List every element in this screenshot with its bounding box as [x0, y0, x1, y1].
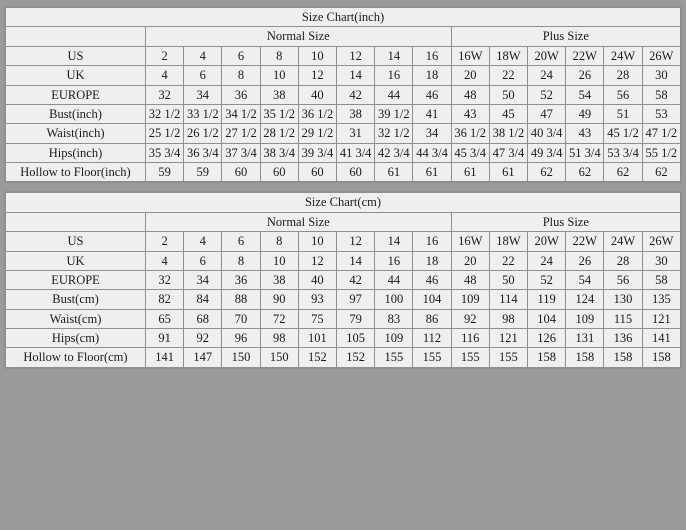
- chart-title: Size Chart(inch): [6, 8, 681, 27]
- cell: 38 1/2: [489, 124, 527, 143]
- cell: 49: [566, 104, 604, 123]
- cell: 2: [146, 232, 184, 251]
- cell: 62: [604, 163, 642, 182]
- cell: 124: [566, 290, 604, 309]
- cell: 8: [222, 66, 260, 85]
- cell: 70: [222, 309, 260, 328]
- table-row: [6, 66, 681, 85]
- cell: 47 3/4: [489, 143, 527, 162]
- cell: 45: [489, 104, 527, 123]
- cell: 59: [184, 163, 222, 182]
- cell: 34: [184, 85, 222, 104]
- cell: 10: [298, 46, 336, 65]
- cell: 26 1/2: [184, 124, 222, 143]
- row-label-us: US: [6, 46, 146, 65]
- cell: 82: [146, 290, 184, 309]
- row-label-hollow-to-floor: Hollow to Floor(inch): [6, 163, 146, 182]
- cell: 33 1/2: [184, 104, 222, 123]
- cell: 141: [146, 348, 184, 367]
- cell: 109: [375, 329, 413, 348]
- cell: 152: [337, 348, 375, 367]
- cell: 38: [337, 104, 375, 123]
- cell: 61: [489, 163, 527, 182]
- cell: 44: [375, 85, 413, 104]
- cell: 24: [528, 251, 566, 270]
- row-label-uk: UK: [6, 66, 146, 85]
- cell: 53: [642, 104, 680, 123]
- cell: 51: [604, 104, 642, 123]
- cell: 37 3/4: [222, 143, 260, 162]
- cell: 8: [222, 251, 260, 270]
- cell: 72: [260, 309, 298, 328]
- cell: 28: [604, 66, 642, 85]
- cell: 6: [184, 66, 222, 85]
- cell: 36 1/2: [451, 124, 489, 143]
- cell: 62: [642, 163, 680, 182]
- cell: 88: [222, 290, 260, 309]
- cell: 58: [642, 85, 680, 104]
- row-label-us: US: [6, 232, 146, 251]
- cell: 150: [260, 348, 298, 367]
- cell: 12: [298, 66, 336, 85]
- cell: 16W: [451, 46, 489, 65]
- cell: 91: [146, 329, 184, 348]
- cell: 84: [184, 290, 222, 309]
- table-row: [6, 251, 681, 270]
- cell: 4: [146, 251, 184, 270]
- cell: 68: [184, 309, 222, 328]
- cell: 155: [451, 348, 489, 367]
- cell: 105: [337, 329, 375, 348]
- cell: 83: [375, 309, 413, 328]
- cell: 6: [184, 251, 222, 270]
- table-row: [6, 309, 681, 328]
- row-label-bust: Bust(inch): [6, 104, 146, 123]
- cell: 109: [451, 290, 489, 309]
- cell: 36 1/2: [298, 104, 336, 123]
- cell: 135: [642, 290, 680, 309]
- cell: 14: [337, 66, 375, 85]
- cell: 28: [604, 251, 642, 270]
- cell: 56: [604, 270, 642, 289]
- cell: 38: [260, 270, 298, 289]
- cell: 16: [413, 46, 451, 65]
- cell: 40: [298, 270, 336, 289]
- row-label-uk: UK: [6, 251, 146, 270]
- cell: 62: [528, 163, 566, 182]
- cell: 38 3/4: [260, 143, 298, 162]
- cell: 92: [184, 329, 222, 348]
- cell: 22W: [566, 46, 604, 65]
- cell: 54: [566, 270, 604, 289]
- cell: 4: [184, 232, 222, 251]
- cell: 41 3/4: [337, 143, 375, 162]
- cell: 59: [146, 163, 184, 182]
- cell: 141: [642, 329, 680, 348]
- cell: 24W: [604, 232, 642, 251]
- cell: 58: [642, 270, 680, 289]
- cell: 22: [489, 251, 527, 270]
- cell: 20: [451, 66, 489, 85]
- row-label-bust: Bust(cm): [6, 290, 146, 309]
- cell: 61: [451, 163, 489, 182]
- cell: 25 1/2: [146, 124, 184, 143]
- cell: 34 1/2: [222, 104, 260, 123]
- cell: 26: [566, 66, 604, 85]
- cell: 30: [642, 251, 680, 270]
- cell: 26W: [642, 232, 680, 251]
- row-label-europe: EUROPE: [6, 270, 146, 289]
- cell: 14: [337, 251, 375, 270]
- cell: 35 1/2: [260, 104, 298, 123]
- cell: 18W: [489, 46, 527, 65]
- cell: 32 1/2: [146, 104, 184, 123]
- cell: 50: [489, 270, 527, 289]
- cell: 55 1/2: [642, 143, 680, 162]
- cell: 29 1/2: [298, 124, 336, 143]
- cell: 116: [451, 329, 489, 348]
- cell: 75: [298, 309, 336, 328]
- cell: 119: [528, 290, 566, 309]
- cell: 155: [375, 348, 413, 367]
- cell: 104: [413, 290, 451, 309]
- cell: 46: [413, 85, 451, 104]
- row-label-waist: Waist(inch): [6, 124, 146, 143]
- cell: 45 1/2: [604, 124, 642, 143]
- cell: 62: [566, 163, 604, 182]
- cell: 52: [528, 270, 566, 289]
- table-row: [6, 124, 681, 143]
- cell: 43: [566, 124, 604, 143]
- cell: 86: [413, 309, 451, 328]
- cell: 26: [566, 251, 604, 270]
- cell: 4: [184, 46, 222, 65]
- row-label-hollow-to-floor: Hollow to Floor(cm): [6, 348, 146, 367]
- corner-cell: [6, 212, 146, 231]
- cell: 14: [375, 46, 413, 65]
- cell: 8: [260, 46, 298, 65]
- cell: 158: [566, 348, 604, 367]
- cell: 18W: [489, 232, 527, 251]
- cell: 93: [298, 290, 336, 309]
- cell: 10: [260, 251, 298, 270]
- table-row: [6, 163, 681, 182]
- cell: 44: [375, 270, 413, 289]
- table-row: [6, 232, 681, 251]
- cell: 10: [260, 66, 298, 85]
- cell: 155: [413, 348, 451, 367]
- cell: 4: [146, 66, 184, 85]
- cell: 16: [375, 66, 413, 85]
- cell: 48: [451, 85, 489, 104]
- cell: 150: [222, 348, 260, 367]
- cell: 36: [222, 270, 260, 289]
- table-row: [6, 104, 681, 123]
- cell: 158: [642, 348, 680, 367]
- chart-title-row: [6, 8, 681, 27]
- cell: 38: [260, 85, 298, 104]
- cell: 32: [146, 270, 184, 289]
- cell: 24W: [604, 46, 642, 65]
- cell: 158: [604, 348, 642, 367]
- cell: 12: [337, 46, 375, 65]
- cell: 20W: [528, 46, 566, 65]
- cell: 42: [337, 270, 375, 289]
- table-row: [6, 143, 681, 162]
- cell: 65: [146, 309, 184, 328]
- cell: 27 1/2: [222, 124, 260, 143]
- cell: 121: [489, 329, 527, 348]
- cell: 126: [528, 329, 566, 348]
- cell: 35 3/4: [146, 143, 184, 162]
- group-header-normal: Normal Size: [146, 27, 452, 46]
- cell: 36: [222, 85, 260, 104]
- cell: 44 3/4: [413, 143, 451, 162]
- table-row: [6, 290, 681, 309]
- cell: 60: [337, 163, 375, 182]
- size-chart-inch: [4, 6, 682, 183]
- cell: 104: [528, 309, 566, 328]
- cell: 100: [375, 290, 413, 309]
- cell: 16: [375, 251, 413, 270]
- row-label-waist: Waist(cm): [6, 309, 146, 328]
- cell: 26W: [642, 46, 680, 65]
- cell: 30: [642, 66, 680, 85]
- table-row: [6, 329, 681, 348]
- cell: 51 3/4: [566, 143, 604, 162]
- cell: 24: [528, 66, 566, 85]
- row-label-europe: EUROPE: [6, 85, 146, 104]
- cell: 39 3/4: [298, 143, 336, 162]
- size-chart-cm: [4, 191, 682, 368]
- cell: 22W: [566, 232, 604, 251]
- cell: 90: [260, 290, 298, 309]
- cell: 6: [222, 46, 260, 65]
- cell: 101: [298, 329, 336, 348]
- cell: 60: [222, 163, 260, 182]
- cell: 8: [260, 232, 298, 251]
- cell: 18: [413, 66, 451, 85]
- cell: 61: [413, 163, 451, 182]
- cell: 79: [337, 309, 375, 328]
- cell: 92: [451, 309, 489, 328]
- cell: 16W: [451, 232, 489, 251]
- cell: 12: [337, 232, 375, 251]
- cell: 97: [337, 290, 375, 309]
- cell: 32 1/2: [375, 124, 413, 143]
- table-row: [6, 348, 681, 367]
- group-header-normal: Normal Size: [146, 212, 452, 231]
- cell: 47: [528, 104, 566, 123]
- cell: 34: [184, 270, 222, 289]
- cell: 48: [451, 270, 489, 289]
- cell: 115: [604, 309, 642, 328]
- cell: 20: [451, 251, 489, 270]
- cell: 20W: [528, 232, 566, 251]
- cell: 52: [528, 85, 566, 104]
- cell: 41: [413, 104, 451, 123]
- cell: 43: [451, 104, 489, 123]
- cell: 147: [184, 348, 222, 367]
- corner-cell: [6, 27, 146, 46]
- cell: 54: [566, 85, 604, 104]
- cell: 2: [146, 46, 184, 65]
- cell: 152: [298, 348, 336, 367]
- cell: 14: [375, 232, 413, 251]
- cell: 28 1/2: [260, 124, 298, 143]
- size-chart-inch-table: [5, 7, 681, 182]
- cell: 158: [528, 348, 566, 367]
- cell: 12: [298, 251, 336, 270]
- group-header-row: [6, 212, 681, 231]
- table-row: [6, 46, 681, 65]
- cell: 60: [260, 163, 298, 182]
- cell: 6: [222, 232, 260, 251]
- cell: 40 3/4: [528, 124, 566, 143]
- cell: 50: [489, 85, 527, 104]
- cell: 22: [489, 66, 527, 85]
- cell: 56: [604, 85, 642, 104]
- cell: 136: [604, 329, 642, 348]
- cell: 31: [337, 124, 375, 143]
- cell: 49 3/4: [528, 143, 566, 162]
- cell: 60: [298, 163, 336, 182]
- size-chart-cm-table: [5, 192, 681, 367]
- cell: 112: [413, 329, 451, 348]
- cell: 42: [337, 85, 375, 104]
- table-row: [6, 85, 681, 104]
- cell: 121: [642, 309, 680, 328]
- group-header-plus: Plus Size: [451, 212, 680, 231]
- cell: 42 3/4: [375, 143, 413, 162]
- cell: 98: [260, 329, 298, 348]
- cell: 18: [413, 251, 451, 270]
- cell: 10: [298, 232, 336, 251]
- cell: 53 3/4: [604, 143, 642, 162]
- cell: 131: [566, 329, 604, 348]
- group-header-plus: Plus Size: [451, 27, 680, 46]
- table-row: [6, 270, 681, 289]
- cell: 130: [604, 290, 642, 309]
- cell: 34: [413, 124, 451, 143]
- cell: 39 1/2: [375, 104, 413, 123]
- cell: 114: [489, 290, 527, 309]
- cell: 32: [146, 85, 184, 104]
- cell: 109: [566, 309, 604, 328]
- cell: 155: [489, 348, 527, 367]
- chart-title-row: [6, 193, 681, 212]
- row-label-hips: Hips(inch): [6, 143, 146, 162]
- cell: 16: [413, 232, 451, 251]
- chart-title: Size Chart(cm): [6, 193, 681, 212]
- cell: 40: [298, 85, 336, 104]
- cell: 46: [413, 270, 451, 289]
- group-header-row: [6, 27, 681, 46]
- cell: 45 3/4: [451, 143, 489, 162]
- cell: 96: [222, 329, 260, 348]
- cell: 36 3/4: [184, 143, 222, 162]
- cell: 98: [489, 309, 527, 328]
- cell: 47 1/2: [642, 124, 680, 143]
- cell: 61: [375, 163, 413, 182]
- row-label-hips: Hips(cm): [6, 329, 146, 348]
